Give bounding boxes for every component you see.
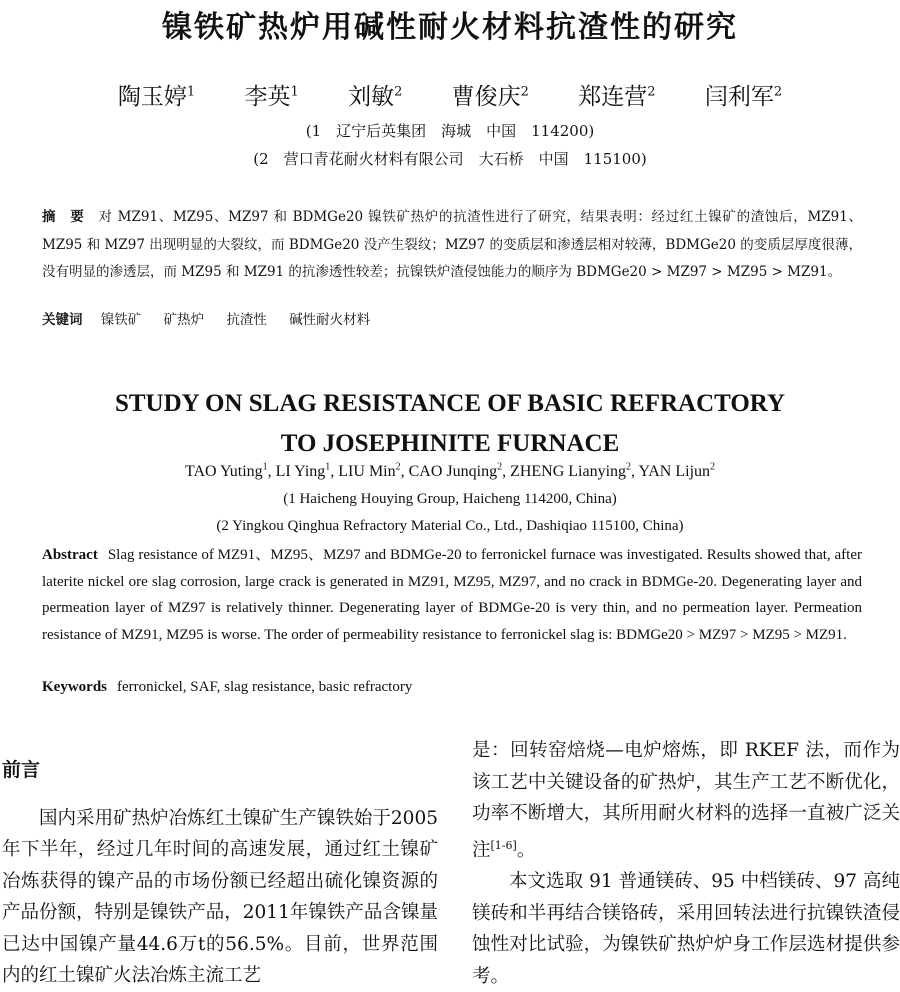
author-en: LIU Min$^2$, xyxy=(338,462,409,481)
author-en: LI Ying$^1$, xyxy=(275,462,339,481)
title-en xyxy=(0,384,900,464)
keyword-zh: 碱性耐火材料 xyxy=(289,312,371,328)
abstract-zh-label: 摘 要 xyxy=(42,209,85,225)
author-zh: 闫利军$^2$ xyxy=(704,84,783,110)
paragraph: 是：回转窑焙烧—电炉熔炼，即 RKEF 法，而作为该工艺中关键设备的矿热炉，其生产工艺不断优化，功率不断增大，其所用耐火材料的选择一直被广泛关注[1-6]。 xyxy=(472,740,900,861)
abstract-zh xyxy=(42,204,862,287)
author-zh: 李英$^1$ xyxy=(244,84,299,110)
abstract-zh-text: 对 MZ91、MZ95、MZ97 和 BDMGe20 镍铁矿热炉的抗渣性进行了研究，结果表明：经过红土镍矿的渣蚀后，MZ91、MZ95 和 MZ97 出现明显的大裂纹，而 BDMGe20 没产生裂纹；MZ97 的变质层和渗透层相对较薄，BDMGe20 的变质层厚度很薄，没有明显的渗透层，而 MZ95 和 MZ91 的抗渗透性较差；抗镍铁炉渣侵蚀能力的顺序为 BDMGe20 > MZ97 > MZ95 > MZ91。 xyxy=(42,209,863,280)
title-en-line-1: STUDY ON SLAG RESISTANCE OF BASIC REFRACTORY xyxy=(114,390,786,417)
keywords-en-text: ferronickel, SAF, slag resistance, basic refractory xyxy=(117,679,413,695)
title-zh: 镍铁矿热炉用碱性耐火材料抗渣性的研究 xyxy=(162,10,738,45)
abstract-en xyxy=(42,542,862,648)
authors-zh xyxy=(0,78,900,111)
left-column xyxy=(2,755,438,992)
section-heading: 前言 xyxy=(2,759,41,781)
author-zh: 曹俊庆$^2$ xyxy=(451,84,529,110)
keywords-zh xyxy=(42,308,388,328)
title-en-line-2: TO JOSEPHINITE FURNACE xyxy=(280,430,620,457)
keywords-zh-label: 关键词 xyxy=(42,312,83,328)
author-en: TAO Yuting$^1$, xyxy=(184,462,276,481)
author-zh: 刘敏$^2$ xyxy=(348,84,403,110)
author-en: YAN Lijun$^2$ xyxy=(638,462,716,481)
author-en: ZHENG Lianying$^2$, xyxy=(510,462,639,481)
keywords-en-label: Keywords xyxy=(42,679,107,695)
abstract-en-text: Slag resistance of MZ91、MZ95、MZ97 and BDMGe-20 to ferronickel furnace was investigated. Results showed that, after laterite nickel ore slag corrosion, large crack is generated in MZ91, MZ95, MZ97, and no crack in BDMGe-20. Degenerating layer and permeation layer of MZ97 is relatively thinner. Degenerating layer of BDMGe-20 is very thin, and no permeation layer. Permeation resistance of MZ91, MZ95 is worse. The order of permeability resistance to ferronickel slag is: BDMGe20 > MZ97 > MZ95 > MZ91. xyxy=(42,547,862,643)
keyword-zh: 矿热炉 xyxy=(163,312,205,328)
right-column xyxy=(472,735,900,992)
author-en: CAO Junqing$^2$, xyxy=(408,462,511,481)
affiliation-en-1: (1 Haicheng Houying Group, Haicheng 114200, China) xyxy=(283,491,617,507)
author-zh: 陶玉婷$^1$ xyxy=(117,84,196,110)
affiliation-zh-1: (1 辽宁后英集团 海城 中国 114200) xyxy=(305,122,595,140)
authors-en xyxy=(0,462,900,481)
abstract-en-label: Abstract xyxy=(42,547,98,563)
affiliation-zh-2: (2 营口青花耐火材料有限公司 大石桥 中国 115100) xyxy=(253,150,647,168)
author-zh: 郑连营$^2$ xyxy=(578,84,656,110)
citation: [1-6] xyxy=(490,838,517,852)
affiliation-en-2: (2 Yingkou Qinghua Refractory Material Co., Ltd., Dashiqiao 115100, China) xyxy=(216,518,684,534)
keyword-zh: 抗渣性 xyxy=(226,312,267,328)
paragraph: 本文选取 91 普通镁砖、95 中档镁砖、97 高纯镁砖和半再结合镁铬砖，采用回转法进行抗镍铁渣侵蚀性对比试验，为镍铁矿热炉炉身工作层选材提供参考。 xyxy=(472,871,900,987)
keywords-en xyxy=(42,679,412,696)
keyword-zh: 镍铁矿 xyxy=(100,312,142,328)
paragraph: 国内采用矿热炉冶炼红土镍矿生产镍铁始于2005年下半年，经过几年时间的高速发展，通过红土镍矿冶炼获得的镍产品的市场份额已经超出硫化镍资源的产品份额，特别是镍铁产品，2011年镍铁产品含镍量已达中国镍产量44.6万t的56.5%。目前，世界范围内的红土镍矿火法冶炼主流工艺 xyxy=(2,807,438,986)
